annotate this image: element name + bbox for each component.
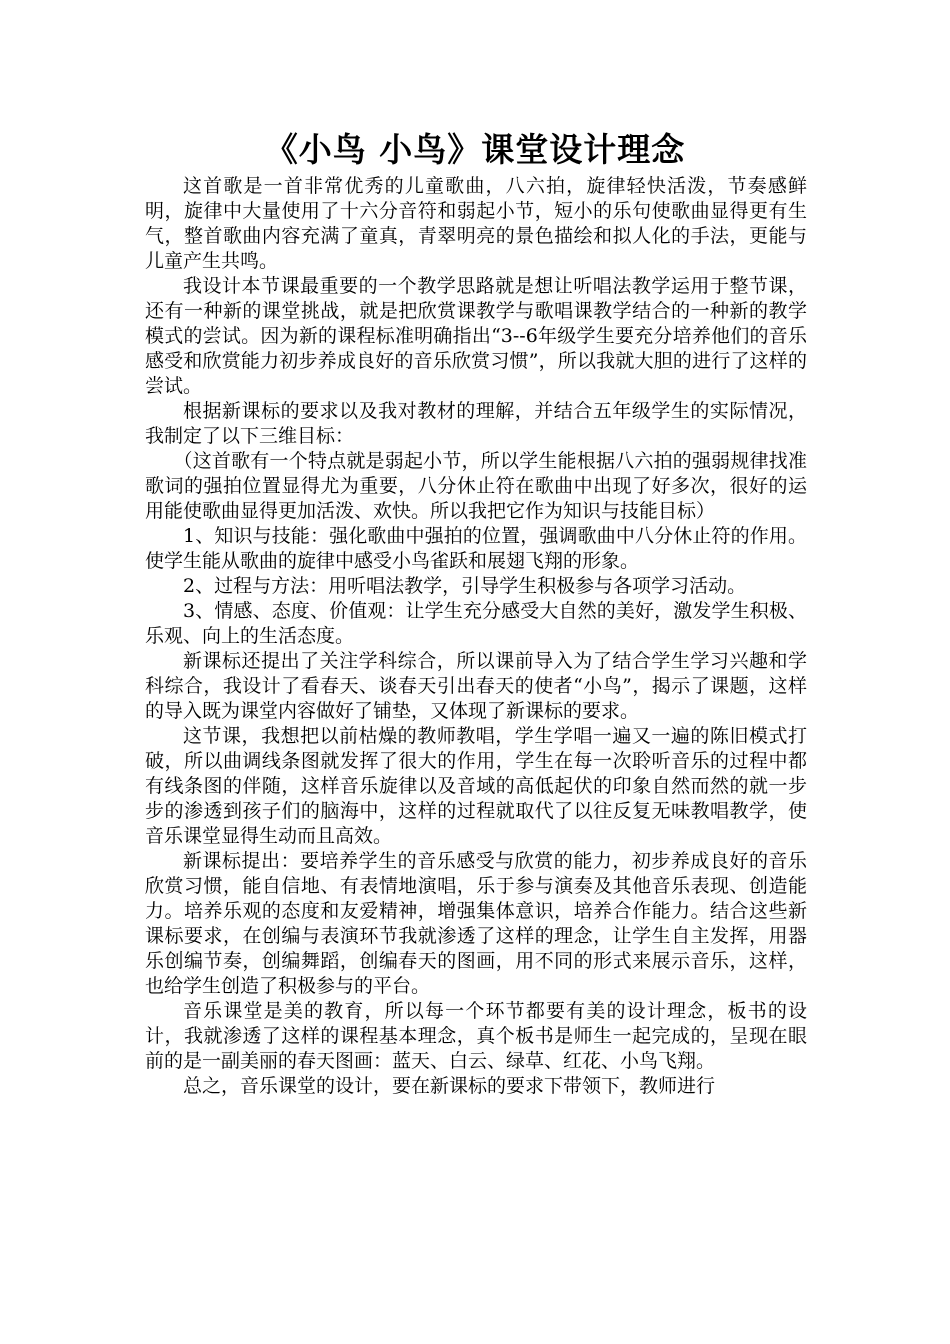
paragraph-line-chart: 这节课，我想把以前枯燥的教师教唱，学生学唱一遍又一遍的陈旧模式打破，所以曲调线条图就发挥了很大的作用，学生在每一次聆听音乐的过程中都有线条图的伴随，这样音乐旋律以及音域的高低起伏的印象自然而然的就一步步的渗透到孩子们的脑海中，这样的过程就取代了以往反复无味教唱教学，使音乐课堂显得生动而且高效。 — [145, 725, 807, 847]
paragraph-lesson-intro: 新课标还提出了关注学科综合，所以课前导入为了结合学生学习兴趣和学科综合，我设计了看春天、谈春天引出春天的使者“小鸟”，揭示了课题，这样的导入既为课堂内容做好了铺垫，又体现了新课标的要求。 — [145, 650, 807, 722]
paragraph-teaching-approach: 我设计本节课最重要的一个教学思路就是想让听唱法教学运用于整节课，还有一种新的课堂挑战，就是把欣赏课教学与歌唱课教学结合的一种新的教学模式的尝试。因为新的课程标准明确指出“3--6年级学生要充分培养他们的音乐感受和欣赏能力初步养成良好的音乐欣赏习惯”，所以我就大胆的进行了这样的尝试。 — [145, 275, 807, 397]
paragraph-song-intro: 这首歌是一首非常优秀的儿童歌曲，八六拍，旋律轻快活泼，节奏感鲜明，旋律中大量使用了十六分音符和弱起小节，短小的乐句使歌曲显得更有生气，整首歌曲内容充满了童真，青翠明亮的景色描绘和拟人化的手法，更能与儿童产生共鸣。 — [145, 175, 807, 272]
paragraph-blackboard-design: 音乐课堂是美的教育，所以每一个环节都要有美的设计理念，板书的设计，我就渗透了这样的课程基本理念，真个板书是师生一起完成的，呈现在眼前的是一副美丽的春天图画：蓝天、白云、绿草、红花、小鸟飞翔。 — [145, 1000, 807, 1072]
paragraph-goals-intro: 根据新课标的要求以及我对教材的理解，并结合五年级学生的实际情况，我制定了以下三维目标： — [145, 400, 807, 447]
paragraph-goals-note: （这首歌有一个特点就是弱起小节，所以学生能根据八六拍的强弱规律找准歌词的强拍位置显得尤为重要，八分休止符在歌曲中出现了好多次，很好的运用能使歌曲显得更加活泼、欢快。所以我把它作为知识与技能目标） — [145, 450, 807, 522]
document-title: 《小鸟 小鸟》课堂设计理念 — [264, 130, 686, 169]
paragraph-creative-performance: 新课标提出：要培养学生的音乐感受与欣赏的能力，初步养成良好的音乐欣赏习惯，能自信地、有表情地演唱，乐于参与演奏及其他音乐表现、创造能力。培养乐观的态度和友爱精神，增强集体意识，培养合作能力。结合这些新课标要求，在创编与表演环节我就渗透了这样的理念，让学生自主发挥，用器乐创编节奏，创编舞蹈，创编春天的图画，用不同的形式来展示音乐，这样，也给学生创造了积极参与的平台。 — [145, 850, 807, 997]
document-body — [145, 174, 807, 1099]
paragraph-goal-knowledge: 1、知识与技能：强化歌曲中强拍的位置，强调歌曲中八分休止符的作用。使学生能从歌曲的旋律中感受小鸟雀跃和展翅飞翔的形象。 — [145, 525, 807, 572]
paragraph-conclusion: 总之，音乐课堂的设计，要在新课标的要求下带领下，教师进行 — [183, 1075, 716, 1097]
paragraph-goal-process: 2、过程与方法：用听唱法教学，引导学生积极参与各项学习活动。 — [183, 575, 747, 597]
paragraph-goal-emotion: 3、情感、态度、价值观：让学生充分感受大自然的美好，激发学生积极、乐观、向上的生活态度。 — [145, 600, 807, 647]
